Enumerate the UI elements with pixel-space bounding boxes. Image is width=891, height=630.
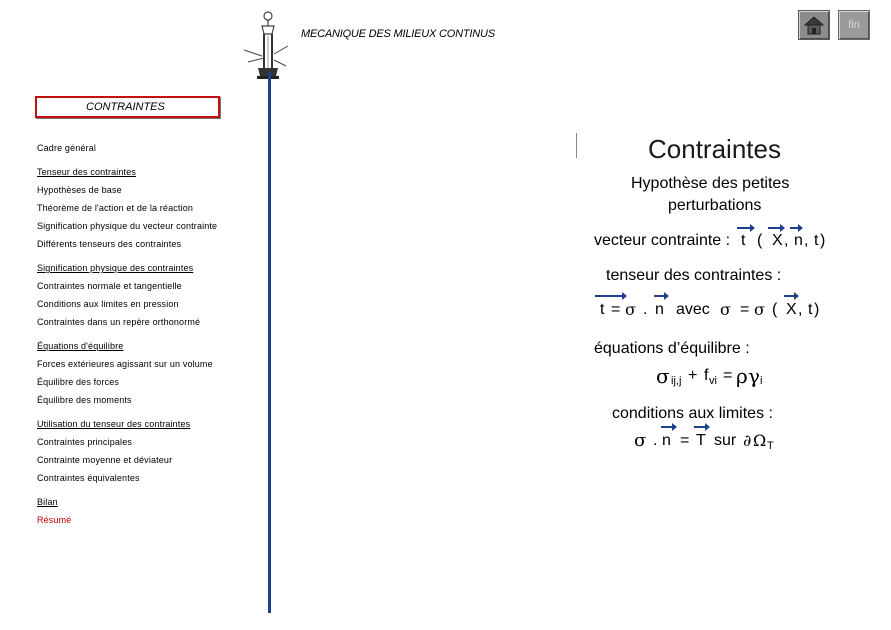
- boundary-eq: =: [680, 432, 690, 449]
- equilibrium-label: équations d’équilibre :: [594, 340, 750, 357]
- vertical-divider: [268, 72, 271, 613]
- relation-eq: =: [611, 301, 621, 318]
- relation-eq2: =: [740, 301, 750, 318]
- boundary-sur: sur: [714, 432, 737, 449]
- relation-n: n: [655, 301, 664, 318]
- relation-close: ): [814, 301, 820, 318]
- nav-heading-bilan[interactable]: Bilan: [37, 497, 58, 507]
- nav-item-cadre-general[interactable]: Cadre général: [37, 143, 96, 153]
- equilibrium-rho: ρ: [736, 364, 748, 388]
- nav-heading-equilibre[interactable]: Équations d'équilibre: [37, 341, 124, 351]
- nav-item-conditions-pression[interactable]: Conditions aux limites en pression: [37, 299, 179, 309]
- relation-t: t: [600, 301, 605, 318]
- vector-arrow-3: [660, 422, 680, 432]
- nav-item-repere-orthonorme[interactable]: Contraintes dans un repère orthonormé: [37, 317, 201, 327]
- nav-item-equilibre-moments[interactable]: Équilibre des moments: [37, 395, 132, 405]
- vector-arrows-1: [736, 223, 806, 233]
- relation-avec: avec: [676, 301, 710, 318]
- nav-item-differents-tenseurs[interactable]: Différents tenseurs des contraintes: [37, 239, 182, 249]
- slide-title: Contraintes: [648, 134, 781, 164]
- stress-vector-comma2: ,: [804, 232, 809, 249]
- university-logo: [240, 10, 290, 82]
- fin-button[interactable]: fin: [838, 10, 870, 40]
- equilibrium-gamma: γ: [748, 364, 760, 388]
- boundary-dot: .: [653, 432, 658, 449]
- nav-heading-utilisation[interactable]: Utilisation du tenseur des contraintes: [37, 419, 191, 429]
- equilibrium-sub2: vi: [709, 375, 717, 387]
- stress-vector-comma1: ,: [784, 232, 789, 249]
- boundary-sigma: σ: [634, 430, 647, 451]
- boundary-T: T: [696, 432, 706, 449]
- title-separator: [576, 133, 577, 158]
- equilibrium-f: f: [704, 367, 709, 384]
- nav-item-principales[interactable]: Contraintes principales: [37, 437, 132, 447]
- equilibrium-sigma: σ: [656, 364, 670, 388]
- nav-item-signification-vecteur[interactable]: Signification physique du vecteur contrainte: [37, 221, 218, 231]
- nav-item-normale-tangentielle[interactable]: Contraintes normale et tangentielle: [37, 281, 182, 291]
- stress-tensor-label: tenseur des contraintes :: [606, 267, 782, 284]
- nav-heading-signification[interactable]: Signification physique des contraintes: [37, 263, 194, 273]
- stress-vector-X: X: [772, 232, 783, 249]
- relation-sigma2: σ: [720, 300, 731, 319]
- vector-arrows-2: [594, 291, 804, 301]
- boundary-label: conditions aux limites :: [612, 405, 773, 422]
- vector-arrow-4: [693, 422, 713, 432]
- relation-open: (: [772, 301, 778, 318]
- nav-heading-tenseur[interactable]: Tenseur des contraintes: [37, 167, 137, 177]
- course-title: MECANIQUE DES MILIEUX CONTINUS: [301, 28, 495, 40]
- equilibrium-sub3: i: [760, 375, 763, 387]
- stress-vector-n: n: [794, 232, 803, 249]
- relation-sigma1: σ: [625, 300, 636, 319]
- equilibrium-sub1: ij,j: [671, 375, 682, 387]
- relation-sigma3: σ: [754, 300, 765, 319]
- nav-item-equivalentes[interactable]: Contraintes équivalentes: [37, 473, 140, 483]
- stress-vector-open: (: [757, 232, 763, 249]
- relation-comma: ,: [798, 301, 803, 318]
- nav-item-hypotheses[interactable]: Hypothèses de base: [37, 185, 122, 195]
- stress-vector-close: ): [820, 232, 826, 249]
- home-button[interactable]: [798, 10, 830, 40]
- nav-item-equilibre-forces[interactable]: Équilibre des forces: [37, 377, 120, 387]
- stress-vector-tvar: t: [814, 232, 819, 249]
- hypothesis-line1: Hypothèse des petites: [631, 175, 790, 192]
- equilibrium-eq: =: [723, 367, 733, 384]
- nav-item-moyenne-deviateur[interactable]: Contrainte moyenne et déviateur: [37, 455, 173, 465]
- boundary-n: n: [662, 432, 671, 449]
- nav-item-resume[interactable]: Résumé: [37, 515, 72, 525]
- relation-X: X: [786, 301, 797, 318]
- boundary-omega: Ω: [753, 431, 767, 450]
- relation-tvar: t: [808, 301, 813, 318]
- boundary-sub: T: [767, 440, 774, 452]
- nav-item-forces-exterieures[interactable]: Forces extérieures agissant sur un volume: [37, 359, 213, 369]
- relation-dot: .: [643, 301, 648, 318]
- stress-vector-label: vecteur contrainte :: [594, 232, 731, 249]
- stress-vector-t: t: [741, 232, 746, 249]
- nav-item-action-reaction[interactable]: Théorème de l'action et de la réaction: [37, 203, 194, 213]
- equilibrium-plus: +: [688, 367, 698, 384]
- section-title-box[interactable]: CONTRAINTES: [35, 96, 220, 118]
- hypothesis-line2: perturbations: [668, 197, 762, 214]
- home-icon: [803, 14, 825, 36]
- boundary-partial: ∂: [743, 431, 752, 450]
